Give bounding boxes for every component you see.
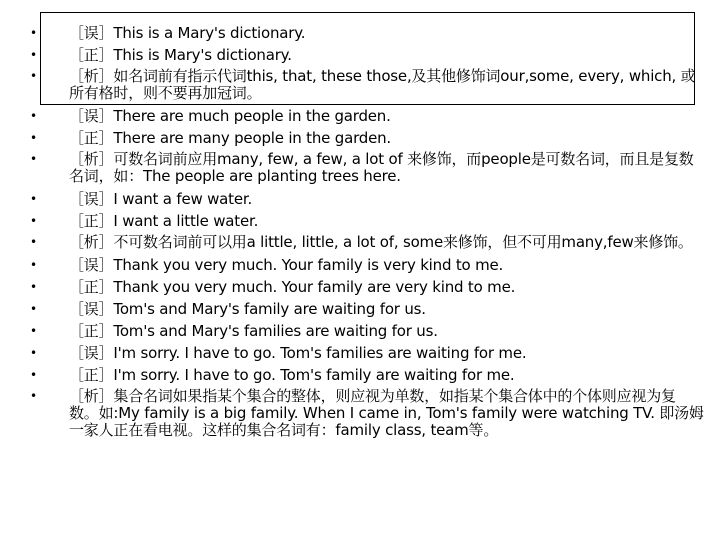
bullet-list (30, 22, 705, 442)
bullet-dot-icon: • (30, 192, 37, 206)
item-text: ［正］There are many people in the garden. (69, 129, 391, 147)
bullet-dot-icon: • (30, 152, 37, 166)
item-text: ［析］集合名词如果指某个集合的整体，则应视为单数，如指某个集合体中的个体则应视为复数。如:My family is a big family. When I came in, Tom's family were watching TV. 即汤姆一家人正在看电视。这样的集合名词有：family class, team等。 (69, 387, 704, 439)
list-item (30, 386, 705, 442)
bullet-dot-icon: • (30, 235, 37, 249)
item-text: ［正］I want a little water. (69, 212, 259, 230)
list-item (30, 364, 705, 386)
item-text: ［误］This is a Mary's dictionary. (69, 24, 306, 42)
bullet-dot-icon: • (30, 48, 37, 62)
item-text: ［误］I want a few water. (69, 190, 253, 208)
bullet-dot-icon: • (30, 258, 37, 272)
list-item (30, 342, 705, 364)
list-item (30, 298, 705, 320)
item-text: ［正］Thank you very much. Your family are very kind to me. (69, 278, 516, 296)
bullet-dot-icon: • (30, 280, 37, 294)
bullet-dot-icon: • (30, 109, 37, 123)
item-text: ［析］如名词前有指示代词this, that, these those,及其他修饰词our,some, every, which, 或所有格时，则不要再加冠词。 (69, 67, 696, 102)
bullet-dot-icon: • (30, 324, 37, 338)
item-text: ［析］不可数名词前可以用a little, little, a lot of, some来修饰，但不可用many,few来修饰。 (69, 233, 693, 251)
item-text: ［析］可数名词前应用many, few, a few, a lot of 来修饰，而people是可数名词，而且是复数名词，如：The people are planting trees here. (69, 150, 694, 185)
bullet-dot-icon: • (30, 389, 37, 403)
item-text: ［误］Thank you very much. Your family is very kind to me. (69, 256, 504, 274)
bullet-dot-icon: • (30, 302, 37, 316)
list-item (30, 105, 705, 127)
list-item (30, 22, 705, 44)
item-text: ［正］This is Mary's dictionary. (69, 46, 292, 64)
bullet-dot-icon: • (30, 346, 37, 360)
bullet-dot-icon: • (30, 368, 37, 382)
item-text: ［误］I'm sorry. I have to go. Tom's families are waiting for me. (69, 344, 527, 362)
list-item (30, 320, 705, 342)
item-text: ［误］There are much people in the garden. (69, 107, 391, 125)
list-item (30, 44, 705, 66)
list-item (30, 66, 705, 105)
list-item (30, 210, 705, 232)
bullet-dot-icon: • (30, 69, 37, 83)
list-item (30, 188, 705, 210)
list-item (30, 232, 705, 254)
item-text: ［误］Tom's and Mary's family are waiting for us. (69, 300, 426, 318)
list-item (30, 254, 705, 276)
list-item (30, 276, 705, 298)
bullet-dot-icon: • (30, 131, 37, 145)
bullet-dot-icon: • (30, 214, 37, 228)
list-item (30, 127, 705, 149)
item-text: ［正］I'm sorry. I have to go. Tom's family are waiting for me. (69, 366, 515, 384)
bullet-dot-icon: • (30, 26, 37, 40)
list-item (30, 149, 705, 188)
item-text: ［正］Tom's and Mary's families are waiting for us. (69, 322, 438, 340)
